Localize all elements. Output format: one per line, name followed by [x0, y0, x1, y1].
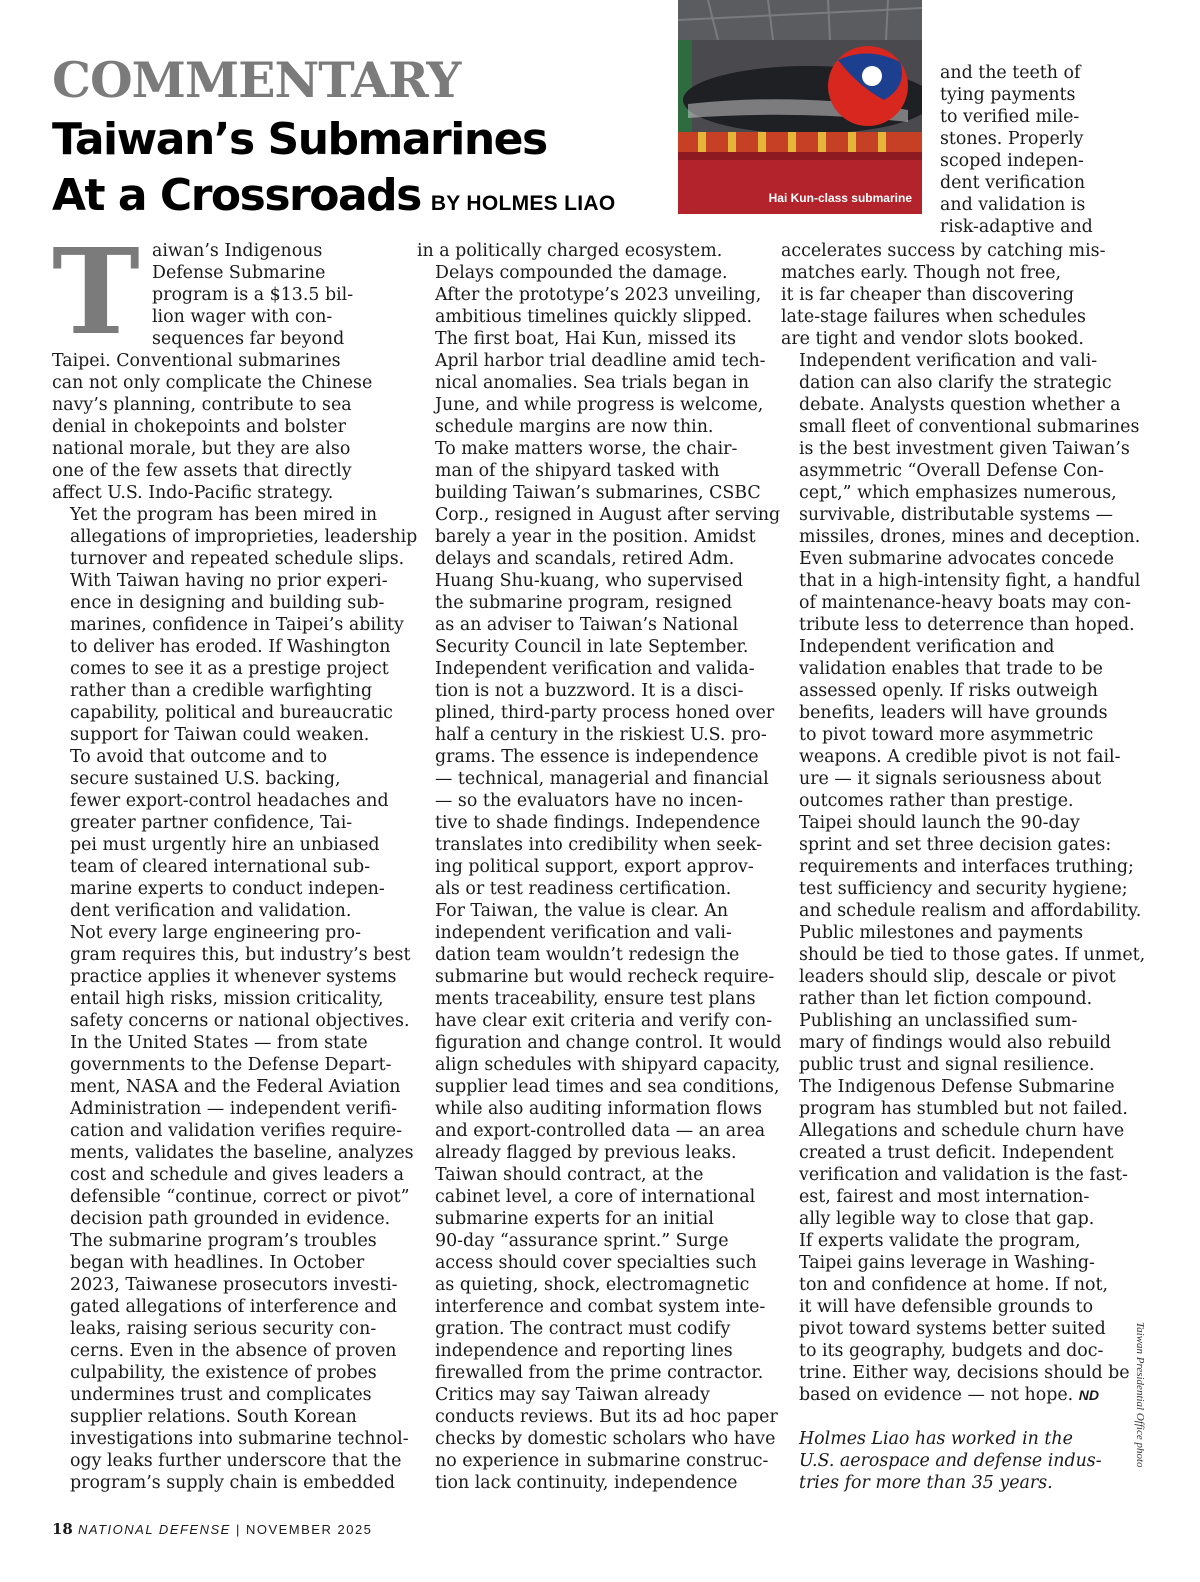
text-line: while also auditing information flows	[435, 1099, 763, 1119]
text-line: cerns. Even in the absence of proven	[70, 1341, 397, 1361]
text-line: debate. Analysts question whether a	[799, 395, 1121, 415]
text-line: supplier relations. South Korean	[70, 1407, 357, 1427]
text-line: Not every large engineering pro-	[70, 923, 361, 943]
publication-name: NATIONAL DEFENSE	[78, 1522, 231, 1537]
text-line: scoped indepen-	[940, 151, 1084, 171]
text-line: asymmetric “Overall Defense Con-	[799, 461, 1104, 481]
text-line: pei must urgently hire an unbiased	[70, 835, 380, 855]
text-line: comes to see it as a prestige project	[70, 659, 389, 679]
text-line: ment, NASA and the Federal Aviation	[70, 1077, 401, 1097]
text-line: small fleet of conventional submarines	[799, 417, 1140, 437]
text-line: sprint and set three decision gates:	[799, 835, 1112, 855]
text-line: cost and schedule and gives leaders a	[70, 1165, 405, 1185]
text-line: Publishing an unclassified sum-	[799, 1011, 1078, 1031]
text-line: independence and reporting lines	[435, 1341, 733, 1361]
article-paragraph	[52, 922, 414, 1230]
text-line: benefits, leaders will have grounds	[799, 703, 1108, 723]
article-paragraph	[52, 1230, 409, 1494]
text-line: governments to the Defense Depart-	[70, 1055, 392, 1075]
text-line: assessed openly. If risks outweigh	[799, 681, 1098, 701]
text-line: accelerates success by catching mis-	[781, 241, 1106, 261]
byline: BY HOLMES LIAO	[430, 192, 616, 215]
text-line: Security Council in late September.	[435, 637, 749, 657]
article-paragraph	[417, 262, 766, 438]
text-line: figuration and change control. It would	[435, 1033, 782, 1053]
text-line: gram requires this, but industry’s best	[70, 945, 411, 965]
text-line: secure sustained U.S. backing,	[70, 769, 341, 789]
text-line: Administration — independent verifi-	[70, 1099, 398, 1119]
text-line: team of cleared international sub-	[70, 857, 371, 877]
text-line: Taiwan should contract, at the	[435, 1165, 704, 1185]
text-line: grams. The essence is independence	[435, 747, 759, 767]
text-line: 2023, Taiwanese prosecutors investi-	[70, 1275, 398, 1295]
text-line: rather than let fiction compound.	[799, 989, 1093, 1009]
text-line: requirements and interfaces truthing;	[799, 857, 1134, 877]
text-line-text: based on evidence — not hope.	[799, 1385, 1074, 1405]
text-line: safety concerns or national objectives.	[70, 1011, 410, 1031]
text-line: missiles, drones, mines and deception.	[799, 527, 1141, 547]
text-line: dation can also clarify the strategic	[799, 373, 1112, 393]
text-line: decision path grounded in evidence.	[70, 1209, 391, 1229]
text-line: survivable, distributable systems —	[799, 505, 1114, 525]
text-line: Taipei. Conventional submarines	[52, 351, 341, 371]
article-paragraph	[417, 438, 781, 658]
article-column-3-continuation	[940, 62, 1110, 238]
text-line: aiwan’s Indigenous	[152, 241, 323, 261]
text-line: Public milestones and payments	[799, 923, 1084, 943]
text-line: Huang Shu-kuang, who supervised	[435, 571, 743, 591]
text-line: Independent verification and	[799, 637, 1055, 657]
text-line: navy’s planning, contribute to sea	[52, 395, 352, 415]
page-footer	[52, 1520, 372, 1538]
text-line: Independent verification and vali-	[799, 351, 1098, 371]
text-line: June, and while progress is welcome,	[435, 395, 764, 415]
text-line: align schedules with shipyard capacity,	[435, 1055, 781, 1075]
headline-line	[52, 168, 692, 232]
text-line: U.S. aerospace and defense indus-	[799, 1451, 1102, 1471]
photo-caption: Hai Kun-class submarine	[768, 191, 912, 205]
text-line: After the prototype’s 2023 unveiling,	[435, 285, 762, 305]
text-line: gated allegations of interference and	[70, 1297, 397, 1317]
text-line: to its geography, budgets and doc-	[799, 1341, 1104, 1361]
article-paragraph	[52, 746, 392, 922]
article-paragraph	[781, 922, 1146, 1076]
photo-credit: Taiwan Presidential Office photo	[1134, 1322, 1146, 1468]
text-line: capability, political and bureaucratic	[70, 703, 393, 723]
text-line: tion is not a buzzword. It is a disci-	[435, 681, 744, 701]
text-line: began with headlines. In October	[70, 1253, 365, 1273]
text-line: For Taiwan, the value is clear. An	[435, 901, 729, 921]
end-mark: ND	[1078, 1387, 1099, 1403]
text-line	[781, 1384, 1131, 1406]
text-line: that in a high-intensity fight, a handful	[799, 571, 1141, 591]
text-line: already flagged by previous leaks.	[435, 1143, 737, 1163]
text-line: supplier lead times and sea conditions,	[435, 1077, 780, 1097]
text-line: program has stumbled but not failed.	[799, 1099, 1128, 1119]
text-line: building Taiwan’s submarines, CSBC	[435, 483, 761, 503]
text-line: have clear exit criteria and verify con-	[435, 1011, 773, 1031]
text-line: barely a year in the position. Amidst	[435, 527, 756, 547]
text-line: ton and confidence at home. If not,	[799, 1275, 1109, 1295]
text-line: matches early. Though not free,	[781, 263, 1062, 283]
text-line: it is far cheaper than discovering	[781, 285, 1075, 305]
text-line: Critics may say Taiwan already	[435, 1385, 710, 1405]
text-line: to pivot toward more asymmetric	[799, 725, 1094, 745]
text-line: checks by domestic scholars who have	[435, 1429, 776, 1449]
text-line: translates into credibility when seek-	[435, 835, 763, 855]
text-line: cabinet level, a core of international	[435, 1187, 756, 1207]
text-line: program is a $13.5 bil-	[152, 285, 354, 305]
text-line: program’s supply chain is embedded	[70, 1473, 396, 1493]
text-line: affect U.S. Indo-Pacific strategy.	[52, 483, 334, 503]
text-line: — technical, managerial and financial	[435, 769, 769, 789]
text-line: allegations of improprieties, leadership	[70, 527, 418, 547]
text-line: defensible “continue, correct or pivot”	[70, 1187, 410, 1207]
article-headline	[52, 112, 692, 232]
article-paragraph	[417, 1164, 766, 1384]
text-line: lion wager with con-	[152, 307, 333, 327]
text-line: turnover and repeated schedule slips.	[70, 549, 405, 569]
text-line: marine experts to conduct indepen-	[70, 879, 385, 899]
text-line: Corp., resigned in August after serving	[435, 505, 781, 525]
text-line: half a century in the riskiest U.S. pro-	[435, 725, 767, 745]
article-paragraph	[52, 504, 418, 570]
text-line: Allegations and schedule churn have	[799, 1121, 1125, 1141]
text-line: man of the shipyard tasked with	[435, 461, 720, 481]
article-paragraph	[781, 1230, 1131, 1406]
text-line: to deliver has eroded. If Washington	[70, 637, 391, 657]
text-line: The Indigenous Defense Submarine	[799, 1077, 1115, 1097]
text-line: tive to shade findings. Independence	[435, 813, 761, 833]
text-line: leaders should slip, descale or pivot	[799, 967, 1116, 987]
text-line: If experts validate the program,	[799, 1231, 1081, 1251]
text-line: undermines trust and complicates	[70, 1385, 372, 1405]
text-line: verification and validation is the fast-	[799, 1165, 1128, 1185]
article-paragraph	[940, 62, 1110, 238]
text-line: and export-controlled data — an area	[435, 1121, 766, 1141]
text-line: April harbor trial deadline amid tech-	[435, 351, 766, 371]
text-line: of maintenance-heavy boats may con-	[799, 593, 1131, 613]
text-line: plined, third-party process honed over	[435, 703, 775, 723]
text-line: created a trust deficit. Independent	[799, 1143, 1114, 1163]
text-line: in a politically charged ecosystem.	[417, 241, 723, 261]
text-line: risk-adaptive and	[940, 217, 1093, 237]
submarine-photo	[678, 0, 922, 214]
text-line: Yet the program has been mired in	[70, 505, 378, 525]
footer-separator: |	[235, 1522, 241, 1537]
flag-sun	[862, 66, 882, 86]
text-line: dent verification	[940, 173, 1086, 193]
article-paragraph	[781, 1076, 1131, 1230]
text-line: support for Taiwan could weaken.	[70, 725, 370, 745]
text-line: mary of findings would also rebuild	[799, 1033, 1112, 1053]
article-paragraph	[781, 240, 1131, 350]
text-line: leaks, raising serious security con-	[70, 1319, 377, 1339]
text-line: can not only complicate the Chinese	[52, 373, 373, 393]
text-line: Even submarine advocates concede	[799, 549, 1115, 569]
article-paragraph	[781, 636, 1131, 812]
text-line: ambitious timelines quickly slipped.	[435, 307, 752, 327]
text-line: conducts reviews. But its ad hoc paper	[435, 1407, 778, 1427]
text-line: gration. The contract must codify	[435, 1319, 731, 1339]
text-line: interference and combat system inte-	[435, 1297, 766, 1317]
text-line: independent verification and vali-	[435, 923, 732, 943]
text-line: 90-day “assurance sprint.” Surge	[435, 1231, 729, 1251]
text-line: Delays compounded the damage.	[435, 263, 728, 283]
text-line: sequences far beyond	[152, 329, 345, 349]
article-paragraph	[781, 812, 1142, 922]
text-line: culpability, the existence of probes	[70, 1363, 377, 1383]
headline-line: Taiwan’s Submarines	[52, 114, 547, 165]
text-line: cept,” which emphasizes numerous,	[799, 483, 1117, 503]
text-line: Holmes Liao has worked in the	[799, 1429, 1073, 1449]
text-line: tion lack continuity, independence	[435, 1473, 738, 1493]
article-paragraph	[417, 900, 782, 1164]
text-line: ally legible way to close that gap.	[799, 1209, 1095, 1229]
text-line: test sufficiency and security hygiene;	[799, 879, 1128, 899]
submarine-illustration	[678, 0, 922, 214]
text-line: dent verification and validation.	[70, 901, 352, 921]
article-paragraph	[781, 350, 1141, 636]
text-line: dation team wouldn’t redesign the	[435, 945, 740, 965]
text-line: delays and scandals, retired Adm.	[435, 549, 735, 569]
text-line: national morale, but they are also	[52, 439, 351, 459]
text-line: nical anomalies. Sea trials began in	[435, 373, 750, 393]
text-line: submarine but would recheck require-	[435, 967, 775, 987]
text-line: The submarine program’s troubles	[70, 1231, 377, 1251]
page-number: 18	[52, 1520, 73, 1538]
issue-date: NOVEMBER 2025	[245, 1522, 373, 1537]
carpet-edge	[678, 152, 922, 160]
text-line: To make matters worse, the chair-	[435, 439, 738, 459]
text-line: are tight and vendor slots booked.	[781, 329, 1084, 349]
text-line: rather than a credible warfighting	[70, 681, 373, 701]
text-line: Taipei gains leverage in Washing-	[799, 1253, 1095, 1273]
text-line: ence in designing and building sub-	[70, 593, 385, 613]
text-line: With Taiwan having no prior experi-	[70, 571, 388, 591]
text-line: late-stage failures when schedules	[781, 307, 1086, 327]
text-line: fewer export-control headaches and	[70, 791, 389, 811]
text-line: — so the evaluators have no incen-	[435, 791, 743, 811]
text-line: no experience in submarine construc-	[435, 1451, 769, 1471]
text-line: The first boat, Hai Kun, missed its	[435, 329, 737, 349]
text-line: should be tied to those gates. If unmet,	[799, 945, 1146, 965]
text-line: tying payments	[940, 85, 1076, 105]
text-line: ure — it signals seriousness about	[799, 769, 1102, 789]
text-line: is the best investment given Taiwan’s	[799, 439, 1130, 459]
article-paragraph	[417, 658, 775, 900]
text-line: tribute less to deterrence than hoped.	[799, 615, 1135, 635]
text-line: cation and validation verifies require-	[70, 1121, 402, 1141]
text-line: est, fairest and most internation-	[799, 1187, 1090, 1207]
text-line: schedule margins are now thin.	[435, 417, 714, 437]
text-line: practice applies it whenever systems	[70, 967, 397, 987]
text-line: denial in chokepoints and bolster	[52, 417, 346, 437]
text-line: als or test readiness certification.	[435, 879, 732, 899]
text-line: pivot toward systems better suited	[799, 1319, 1106, 1339]
text-line: marines, confidence in Taipei’s ability	[70, 615, 404, 635]
text-line: access should cover specialties such	[435, 1253, 757, 1273]
text-line: To avoid that outcome and to	[70, 747, 328, 767]
text-line: Defense Submarine	[152, 263, 326, 283]
text-line: ments traceability, ensure test plans	[435, 989, 756, 1009]
article-paragraph	[52, 570, 404, 746]
text-line: firewalled from the prime contractor.	[435, 1363, 764, 1383]
text-line: ing political support, export approv-	[435, 857, 754, 877]
text-line: and schedule realism and affordability.	[799, 901, 1142, 921]
text-line: as an adviser to Taiwan’s National	[435, 615, 739, 635]
text-line: entail high risks, mission criticality,	[70, 989, 384, 1009]
text-line: and validation is	[940, 195, 1086, 215]
text-line: the submarine program, resigned	[435, 593, 733, 613]
text-line: weapons. A credible pivot is not fail-	[799, 747, 1121, 767]
text-line: to verified mile-	[940, 107, 1080, 127]
text-line: Taipei should launch the 90-day	[799, 813, 1080, 833]
article-column-2	[417, 240, 782, 1494]
section-kicker: COMMENTARY	[52, 51, 461, 109]
headline-line-text: At a Crossroads	[52, 170, 421, 221]
text-line: greater partner confidence, Tai-	[70, 813, 353, 833]
text-line: Independent verification and valida-	[435, 659, 755, 679]
text-line: In the United States — from state	[70, 1033, 368, 1053]
text-line: ogy leaks further underscore that the	[70, 1451, 402, 1471]
article-column-1	[52, 222, 418, 1494]
text-line: outcomes rather than prestige.	[799, 791, 1074, 811]
text-line: tries for more than 35 years.	[799, 1473, 1053, 1493]
author-bio	[781, 1428, 1131, 1494]
text-line: stones. Properly	[940, 129, 1084, 149]
text-line: validation enables that trade to be	[799, 659, 1103, 679]
text-line: as quieting, shock, electromagnetic	[435, 1275, 750, 1295]
text-line: one of the few assets that directly	[52, 461, 352, 481]
text-line: and the teeth of	[940, 63, 1081, 83]
text-line: public trust and signal resilience.	[799, 1055, 1095, 1075]
drop-cap: T	[52, 222, 140, 361]
article-paragraph	[52, 222, 392, 504]
article-paragraph	[417, 1384, 778, 1494]
text-line: submarine experts for an initial	[435, 1209, 714, 1229]
text-line: trine. Either way, decisions should be	[799, 1363, 1130, 1383]
text-line: investigations into submarine technol-	[70, 1429, 409, 1449]
article-paragraph	[417, 240, 762, 262]
text-line: it will have defensible grounds to	[799, 1297, 1094, 1317]
text-line: ments, validates the baseline, analyzes	[70, 1143, 414, 1163]
